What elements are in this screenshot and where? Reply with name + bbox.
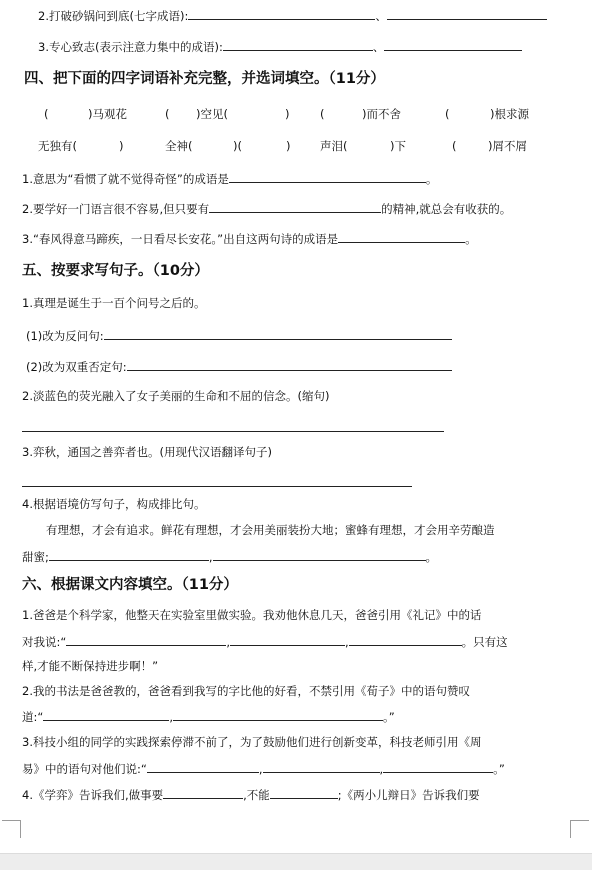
corner-mark <box>570 820 571 838</box>
section-6-q3: 3.科技小组的同学的实践探索停滞不前了，为了鼓励他们进行创新变革，科技老师引用《周 <box>22 735 482 749</box>
section-6-q3-answer: 易》中的语句对他们说:“ , , 。” <box>22 762 505 776</box>
answer-blank[interactable] <box>127 358 452 371</box>
answer-blank[interactable] <box>147 760 259 773</box>
section-5-q4: 4.根据语境仿写句子，构成排比句。 <box>22 497 206 511</box>
section-6-q1: 1.爸爸是个科学家，他整天在实验室里做实验。我劝他休息几天，爸爸引用《礼记》中的话 <box>22 608 482 622</box>
corner-mark <box>571 820 589 821</box>
idiom-question-2: 2.打破砂锅问到底(七字成语): 、 <box>38 7 547 24</box>
answer-blank[interactable] <box>263 760 380 773</box>
answer-blank[interactable] <box>173 708 383 721</box>
section-5-q1a: (1)改为反问句: <box>26 327 452 344</box>
answer-blank[interactable] <box>43 708 169 721</box>
answer-blank[interactable] <box>104 327 452 340</box>
idiom-blank: )根求源 <box>490 107 529 121</box>
question-text: 3.专心致志(表示注意力集中的成语): <box>38 40 223 54</box>
idiom-blank: )空见( <box>196 107 228 121</box>
idiom-blank: 全神( <box>165 139 193 153</box>
answer-blank[interactable] <box>163 786 243 799</box>
question-text: 2.打破砂锅问到底(七字成语): <box>38 9 189 23</box>
section-6-q1-end: 样,才能不断保持进步啊！” <box>22 659 159 673</box>
section-6-q4: 4.《学弈》告诉我们,做事要 ,不能 ;《两小儿辩日》告诉我们要 <box>22 788 480 802</box>
section-6-q2-answer: 道:“ , 。” <box>22 710 395 724</box>
answer-blank[interactable] <box>349 633 462 646</box>
answer-blank[interactable] <box>387 7 547 20</box>
section-4-q3: 3.“春风得意马蹄疾，一日看尽长安花。”出自这两句诗的成语是 。 <box>22 232 477 246</box>
section-5-q1: 1.真理是诞生于一百个问号之后的。 <box>22 296 206 310</box>
idiom-question-3: 3.专心致志(表示注意力集中的成语): 、 <box>38 38 522 55</box>
section-6-q2: 2.我的书法是爸爸教的，爸爸看到我写的字比他的好看，不禁引用《荀子》中的语句赞叹 <box>22 684 470 698</box>
section-5-q1b: (2)改为双重否定句: <box>26 358 452 375</box>
idiom-blank: )而不舍 <box>362 107 401 121</box>
answer-blank[interactable] <box>66 633 226 646</box>
answer-blank[interactable] <box>229 170 426 183</box>
section-4-q2: 2.要学好一门语言很不容易,但只要有 的精神,就总会有收获的。 <box>22 202 512 216</box>
idiom-blank: 声泪( <box>320 139 348 153</box>
section-5-q2: 2.淡蓝色的荧光融入了女子美丽的生命和不屈的信念。(缩句) <box>22 389 330 403</box>
section-5-q4-answer: 甜蜜; , 。 <box>22 550 438 564</box>
answer-blank[interactable] <box>213 548 426 561</box>
corner-mark <box>2 820 20 821</box>
section-4-title: 四、把下面的四字词语补充完整，并选词填空。（11分） <box>24 71 385 87</box>
section-6-q1-answer: 对我说:“ , , 。只有这 <box>22 635 508 649</box>
idiom-blank: 无独有( <box>38 139 77 153</box>
answer-blank[interactable] <box>209 200 381 213</box>
answer-blank[interactable] <box>188 7 375 20</box>
section-5-q3: 3.弈秋，通国之善弈者也。(用现代汉语翻译句子) <box>22 445 272 459</box>
section-4-q1: 1.意思为“看惯了就不觉得奇怪”的成语是 。 <box>22 172 438 186</box>
answer-blank[interactable] <box>230 633 345 646</box>
section-6-title: 六、根据课文内容填空。（11分） <box>22 577 238 593</box>
idiom-blank: )马观花 <box>88 107 127 121</box>
answer-line[interactable] <box>22 419 444 432</box>
answer-blank[interactable] <box>383 760 493 773</box>
answer-blank[interactable] <box>223 38 373 51</box>
idiom-blank: )屑不屑 <box>488 139 527 153</box>
section-5-title: 五、按要求写句子。（10分） <box>22 263 209 279</box>
answer-blank[interactable] <box>270 786 338 799</box>
answer-blank[interactable] <box>384 38 522 51</box>
section-5-q4-context: 有理想，才会有追求。鲜花有理想，才会用美丽装扮大地；蜜蜂有理想，才会用辛劳酿造 <box>46 523 495 537</box>
answer-blank[interactable] <box>338 230 465 243</box>
corner-mark <box>20 820 21 838</box>
page-gap-bar <box>0 853 592 870</box>
exam-page: 2.打破砂锅问到底(七字成语): 、 3.专心致志(表示注意力集中的成语): 、 四、把下面的四字词语补充完整，并选词填空。（11分） ( )马观花 ( )空见( ) ( )而不舍 ( )根求源 无独有( ) 全神( )( ) 声泪( )下 ( )屑不屑 1.意思为“看惯了就不觉得奇怪”的成语是 。 2.要学好一门语言很不容易,但只要有 的精神,就总会有收获的。 3.“春风得意马蹄疾，一日看尽长安花。”出自这两句诗的成语是 。 五、按要求写句子。（10分） 1.真理是诞生于一百个问号之后的。 (1)改为反问句: (2)改为双重否定句: 2.淡蓝色的荧光融入了女子美丽的生命和不屈的信念。(缩句) 3.弈秋，通国之善弈者也。(用现代汉语翻译句子) 4.根据语境仿写句子，构成排比句。 有理想，才会有追求。鲜花有理想，才会用美丽装扮大地；蜜蜂有理想，才会用辛劳酿造 甜蜜; , 。 六、根据课文内容填空。（11分） 1.爸爸是个科学家，他整天在实验室里做实验。我劝他休息几天，爸爸引用《礼记》中的话 对我说:“ , , 。只有这 样,才能不断保持进步啊！” 2.我的书法是爸爸教的，爸爸看到我写的字比他的好看，不禁引用《荀子》中的语句赞叹 道:“ , 。” 3.科技小组的同学的实践探索停滞不前了，为了鼓励他们进行创新变革，科技老师引用《周 易》中的语句对他们说:“ , , 。” 4.《学弈》告诉我们,做事要 ,不能 ;《两小儿辩日》告诉我们要 <box>0 0 592 869</box>
answer-blank[interactable] <box>49 548 209 561</box>
answer-line[interactable] <box>22 474 412 487</box>
